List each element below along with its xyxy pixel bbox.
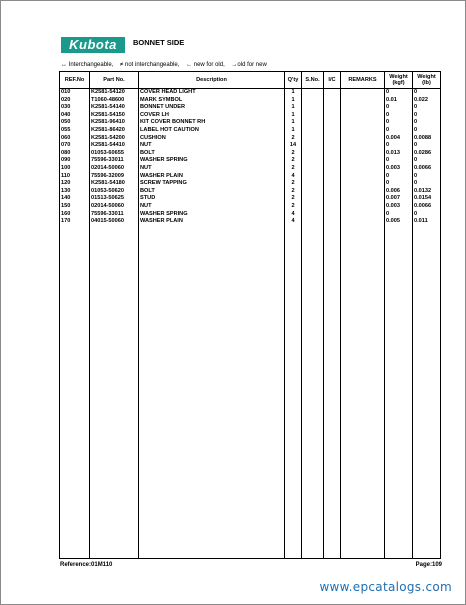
cell-ic — [324, 157, 341, 165]
cell-ic — [324, 195, 341, 203]
cell-weight-lb: 0 — [413, 104, 441, 112]
cell-ref: 170 — [60, 218, 90, 226]
cell-qty: 2 — [285, 135, 302, 143]
cell-remarks — [341, 112, 385, 120]
cell-ref: 040 — [60, 112, 90, 120]
legend-item-interchangeable: ↔ Interchangeable, — [61, 62, 114, 68]
cell-remarks — [341, 180, 385, 188]
cell-qty: 1 — [285, 127, 302, 135]
table-row — [60, 203, 441, 211]
table-row — [60, 165, 441, 173]
cell-qty: 1 — [285, 97, 302, 105]
table-row — [60, 218, 441, 226]
cell-qty: 2 — [285, 188, 302, 196]
interchangeability-legend — [61, 62, 272, 68]
cell-qty: 4 — [285, 173, 302, 181]
cell-part: 02014-50060 — [90, 203, 139, 211]
cell-ic — [324, 89, 341, 97]
table-row — [60, 188, 441, 196]
column-header-ic: I/C — [324, 72, 341, 89]
cell-sno — [302, 165, 324, 173]
cell-qty: 2 — [285, 165, 302, 173]
cell-ref: 030 — [60, 104, 90, 112]
cell-remarks — [341, 157, 385, 165]
table-header-row — [60, 72, 441, 89]
cell-part: 75596-33011 — [90, 211, 139, 219]
cell-ic — [324, 150, 341, 158]
cell-weight-lb: 0.0066 — [413, 203, 441, 211]
cell-sno — [302, 211, 324, 219]
page-title: BONNET SIDE — [133, 38, 185, 47]
cell-description: COVER HEAD LIGHT — [139, 89, 285, 97]
cell-weight-lb: 0 — [413, 173, 441, 181]
column-header-qty: Q'ty — [285, 72, 302, 89]
cell-weight-lb: 0.0154 — [413, 195, 441, 203]
empty-cell — [385, 226, 413, 559]
empty-cell — [302, 226, 324, 559]
cell-weight-lb: 0 — [413, 89, 441, 97]
cell-description: WASHER SPRING — [139, 211, 285, 219]
cell-weight-kgf: 0 — [385, 112, 413, 120]
cell-weight-kgf: 0 — [385, 127, 413, 135]
cell-sno — [302, 135, 324, 143]
cell-weight-kgf: 0.005 — [385, 218, 413, 226]
cell-weight-lb: 0 — [413, 119, 441, 127]
cell-qty: 1 — [285, 119, 302, 127]
column-header-ref: REF.No — [60, 72, 90, 89]
cell-ic — [324, 135, 341, 143]
cell-sno — [302, 218, 324, 226]
cell-description: STUD — [139, 195, 285, 203]
cell-weight-kgf: 0 — [385, 211, 413, 219]
watermark-url: www.epcatalogs.com — [319, 580, 452, 594]
table-row — [60, 89, 441, 97]
cell-remarks — [341, 173, 385, 181]
cell-sno — [302, 150, 324, 158]
cell-qty: 14 — [285, 142, 302, 150]
cell-qty: 1 — [285, 104, 302, 112]
cell-weight-lb: 0 — [413, 180, 441, 188]
cell-remarks — [341, 188, 385, 196]
table-filler-row — [60, 226, 441, 559]
empty-cell — [341, 226, 385, 559]
cell-description: NUT — [139, 142, 285, 150]
table-row — [60, 211, 441, 219]
cell-ic — [324, 188, 341, 196]
cell-ref: 100 — [60, 165, 90, 173]
cell-remarks — [341, 211, 385, 219]
cell-description: MARK SYMBOL — [139, 97, 285, 105]
column-header-part: Part No. — [90, 72, 139, 89]
cell-part: 01053-60655 — [90, 150, 139, 158]
cell-description: NUT — [139, 203, 285, 211]
cell-ref: 150 — [60, 203, 90, 211]
empty-cell — [139, 226, 285, 559]
cell-remarks — [341, 127, 385, 135]
cell-ref: 010 — [60, 89, 90, 97]
table-row — [60, 173, 441, 181]
cell-description: BONNET UNDER — [139, 104, 285, 112]
cell-part: K2581-96410 — [90, 119, 139, 127]
cell-ic — [324, 142, 341, 150]
column-header-remarks: REMARKS — [341, 72, 385, 89]
empty-cell — [413, 226, 441, 559]
cell-weight-lb: 0.0132 — [413, 188, 441, 196]
cell-sno — [302, 157, 324, 165]
table-row — [60, 127, 441, 135]
cell-ic — [324, 180, 341, 188]
cell-description: KIT COVER BONNET RH — [139, 119, 285, 127]
table-row — [60, 104, 441, 112]
legend-item-new-for-old: ← new for old, — [186, 62, 225, 68]
cell-weight-lb: 0 — [413, 211, 441, 219]
cell-qty: 2 — [285, 150, 302, 158]
cell-ic — [324, 97, 341, 105]
empty-cell — [285, 226, 302, 559]
cell-remarks — [341, 218, 385, 226]
cell-part: 75596-33011 — [90, 157, 139, 165]
table-row — [60, 97, 441, 105]
cell-ic — [324, 119, 341, 127]
cell-weight-kgf: 0.007 — [385, 195, 413, 203]
cell-ic — [324, 165, 341, 173]
cell-sno — [302, 89, 324, 97]
cell-weight-kgf: 0.006 — [385, 188, 413, 196]
cell-weight-lb: 0 — [413, 142, 441, 150]
cell-sno — [302, 203, 324, 211]
cell-weight-kgf: 0 — [385, 89, 413, 97]
cell-part: 01053-50620 — [90, 188, 139, 196]
cell-ref: 110 — [60, 173, 90, 181]
cell-part: K2581-54140 — [90, 104, 139, 112]
cell-description: BOLT — [139, 150, 285, 158]
cell-ic — [324, 218, 341, 226]
cell-qty: 4 — [285, 211, 302, 219]
cell-sno — [302, 119, 324, 127]
cell-remarks — [341, 150, 385, 158]
cell-weight-kgf: 0.01 — [385, 97, 413, 105]
cell-weight-lb: 0.0286 — [413, 150, 441, 158]
cell-remarks — [341, 195, 385, 203]
legend-item-not-interchangeable: ≠ not interchangeable, — [120, 62, 180, 68]
cell-remarks — [341, 119, 385, 127]
footer-page-number: Page:109 — [415, 562, 442, 568]
cell-part: 01513-50625 — [90, 195, 139, 203]
cell-ref: 160 — [60, 211, 90, 219]
cell-ic — [324, 203, 341, 211]
table-row — [60, 119, 441, 127]
cell-ref: 060 — [60, 135, 90, 143]
cell-ref: 080 — [60, 150, 90, 158]
cell-weight-lb: 0 — [413, 157, 441, 165]
cell-weight-lb: 0 — [413, 112, 441, 120]
cell-ref: 090 — [60, 157, 90, 165]
cell-sno — [302, 195, 324, 203]
cell-part: K2581-54180 — [90, 180, 139, 188]
cell-ref: 130 — [60, 188, 90, 196]
cell-sno — [302, 188, 324, 196]
cell-weight-lb: 0.022 — [413, 97, 441, 105]
cell-part: T1060-48600 — [90, 97, 139, 105]
cell-part: 04015-50060 — [90, 218, 139, 226]
cell-part: K2581-54150 — [90, 112, 139, 120]
cell-weight-kgf: 0.003 — [385, 165, 413, 173]
cell-description: CUSHION — [139, 135, 285, 143]
empty-cell — [324, 226, 341, 559]
cell-qty: 2 — [285, 157, 302, 165]
cell-description: SCREW TAPPING — [139, 180, 285, 188]
cell-remarks — [341, 97, 385, 105]
kubota-logo: Kubota — [61, 37, 125, 53]
footer-reference: Reference:01M110 — [60, 562, 113, 568]
cell-qty: 2 — [285, 203, 302, 211]
cell-weight-lb: 0.0088 — [413, 135, 441, 143]
cell-weight-kgf: 0.004 — [385, 135, 413, 143]
cell-remarks — [341, 142, 385, 150]
cell-description: WASHER SPRING — [139, 157, 285, 165]
cell-qty: 1 — [285, 112, 302, 120]
column-header-sno: S.No. — [302, 72, 324, 89]
cell-description: BOLT — [139, 188, 285, 196]
cell-sno — [302, 127, 324, 135]
cell-weight-lb: 0.0066 — [413, 165, 441, 173]
cell-ref: 055 — [60, 127, 90, 135]
cell-sno — [302, 142, 324, 150]
legend-item-old-for-new: →old for new — [231, 62, 267, 68]
cell-ic — [324, 104, 341, 112]
cell-remarks — [341, 89, 385, 97]
cell-sno — [302, 112, 324, 120]
cell-ref: 140 — [60, 195, 90, 203]
table-row — [60, 150, 441, 158]
cell-weight-kgf: 0 — [385, 180, 413, 188]
cell-qty: 2 — [285, 180, 302, 188]
column-header-description: Description — [139, 72, 285, 89]
cell-ic — [324, 173, 341, 181]
cell-weight-lb: 0.011 — [413, 218, 441, 226]
cell-description: LABEL HOT CAUTION — [139, 127, 285, 135]
table-row — [60, 135, 441, 143]
cell-weight-kgf: 0 — [385, 119, 413, 127]
empty-cell — [60, 226, 90, 559]
empty-cell — [90, 226, 139, 559]
cell-part: K2581-54410 — [90, 142, 139, 150]
cell-weight-kgf: 0.013 — [385, 150, 413, 158]
cell-weight-kgf: 0.003 — [385, 203, 413, 211]
table-row — [60, 142, 441, 150]
cell-weight-lb: 0 — [413, 127, 441, 135]
cell-description: WASHER PLAIN — [139, 218, 285, 226]
cell-weight-kgf: 0 — [385, 173, 413, 181]
cell-part: K2581-54120 — [90, 89, 139, 97]
column-header-weight-lb: Weight (lb) — [413, 72, 441, 89]
cell-sno — [302, 180, 324, 188]
cell-ref: 070 — [60, 142, 90, 150]
cell-qty: 2 — [285, 195, 302, 203]
cell-qty: 4 — [285, 218, 302, 226]
cell-description: COVER LH — [139, 112, 285, 120]
cell-ref: 020 — [60, 97, 90, 105]
table-row — [60, 195, 441, 203]
cell-remarks — [341, 165, 385, 173]
cell-part: K2581-54200 — [90, 135, 139, 143]
column-header-weight-kgf: Weight (kgf) — [385, 72, 413, 89]
cell-sno — [302, 97, 324, 105]
cell-remarks — [341, 135, 385, 143]
cell-sno — [302, 173, 324, 181]
cell-remarks — [341, 104, 385, 112]
cell-description: NUT — [139, 165, 285, 173]
table-row — [60, 157, 441, 165]
cell-ic — [324, 127, 341, 135]
cell-weight-kgf: 0 — [385, 142, 413, 150]
cell-weight-kgf: 0 — [385, 104, 413, 112]
cell-sno — [302, 104, 324, 112]
table-row — [60, 180, 441, 188]
cell-remarks — [341, 203, 385, 211]
cell-ic — [324, 112, 341, 120]
table-row — [60, 112, 441, 120]
cell-ref: 120 — [60, 180, 90, 188]
cell-weight-kgf: 0 — [385, 157, 413, 165]
cell-description: WASHER PLAIN — [139, 173, 285, 181]
cell-part: 75596-32009 — [90, 173, 139, 181]
cell-qty: 1 — [285, 89, 302, 97]
cell-part: K2581-86420 — [90, 127, 139, 135]
cell-ic — [324, 211, 341, 219]
cell-part: 02014-50060 — [90, 165, 139, 173]
cell-ref: 050 — [60, 119, 90, 127]
parts-table — [59, 71, 441, 559]
